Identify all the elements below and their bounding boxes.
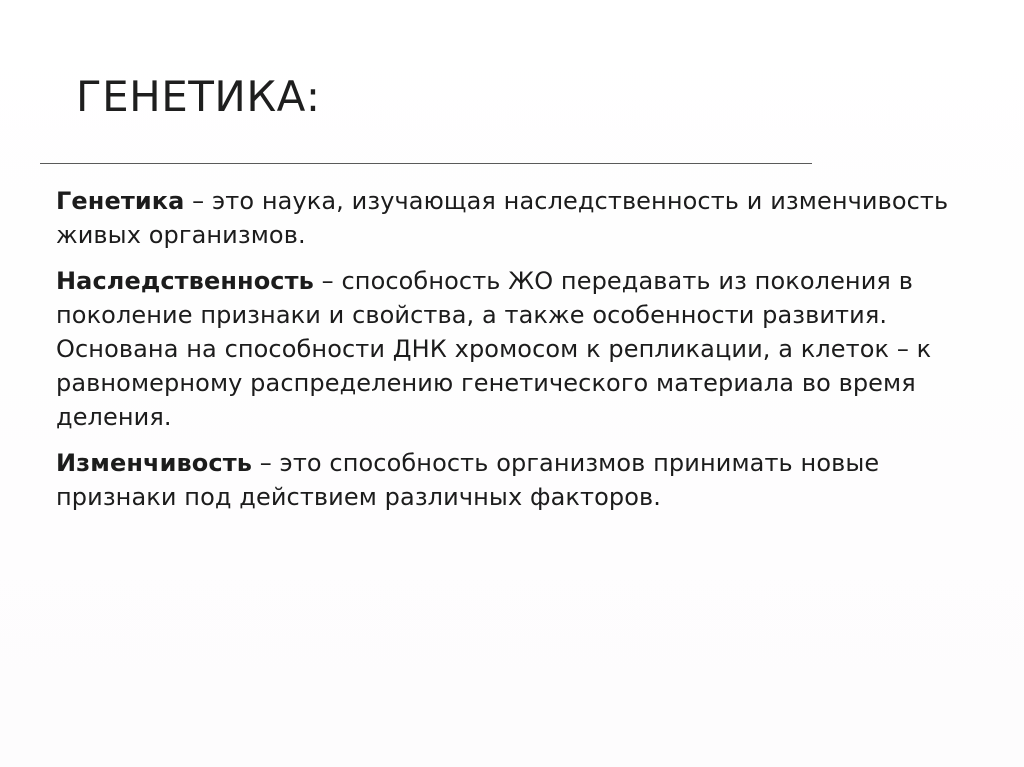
definition-term: Изменчивость: [56, 449, 252, 477]
slide-body: [56, 184, 986, 526]
definition-genetics: [56, 184, 986, 252]
slide-title: ГЕНЕТИКА:: [76, 72, 321, 121]
definition-text: – это способность организмов принимать новые признаки под действием различных факторов.: [56, 449, 880, 511]
definition-heredity: [56, 264, 986, 434]
definition-term: Генетика: [56, 187, 185, 215]
definition-text: – способность ЖО передавать из поколения в поколение признаки и свойства, а также особенности развития. Основана на способности ДНК хромосом к репликации, а клеток – к равномерному распределению генетического материала во время деления.: [56, 267, 932, 431]
definition-variability: [56, 446, 986, 514]
title-divider: [40, 163, 812, 164]
definition-term: Наследственность: [56, 267, 314, 295]
definition-text: – это наука, изучающая наследственность и изменчивость живых организмов.: [56, 187, 949, 249]
